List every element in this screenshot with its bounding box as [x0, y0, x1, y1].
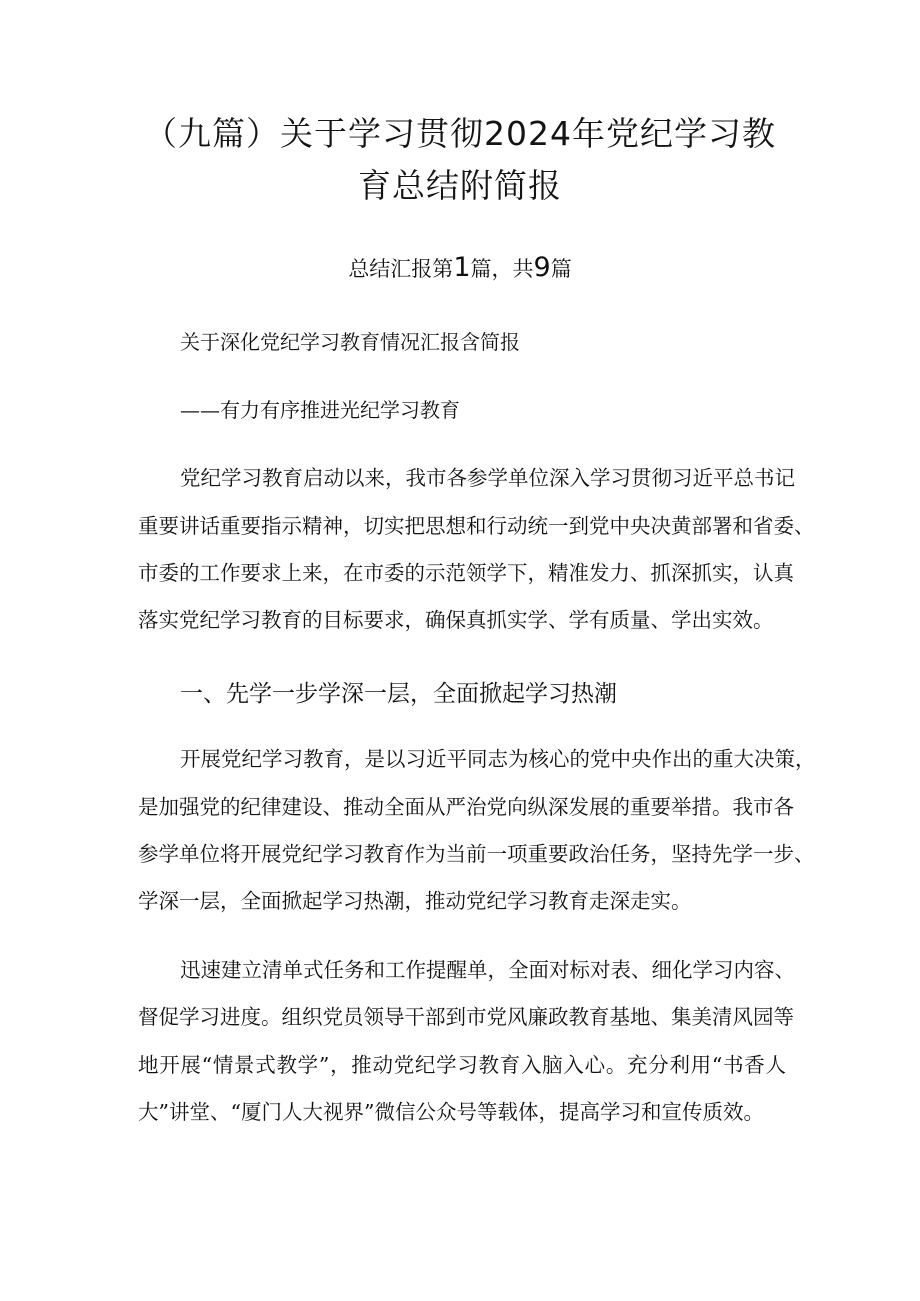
paragraph-1-line-1: 党纪学习教育启动以来，我市各参学单位深入学习贯彻习近平总书记	[180, 466, 795, 490]
counter-total: 9	[533, 252, 551, 283]
document-title-line-2: 育总结附简报	[358, 166, 562, 205]
section-counter	[160, 250, 760, 287]
report-title: 关于深化党纪学习教育情况汇报含简报	[180, 330, 520, 354]
counter-suffix: 篇	[550, 257, 572, 281]
paragraph-3-line-3: 地开展“情景式教学”，推动党纪学习教育入脑入心。充分利用“书香人	[138, 1053, 786, 1077]
paragraph-3-line-2: 督促学习进度。组织党员领导干部到市党风廉政教育基地、集美清风园等	[138, 1005, 794, 1029]
paragraph-2-line-2: 是加强党的纪律建设、推动全面从严治党向纵深发展的重要举措。我市各	[138, 795, 794, 819]
paragraph-1-line-2: 重要讲话重要指示精神，切实把思想和行动统一到党中央决黄部署和省委、	[138, 514, 815, 538]
paragraph-2-line-3: 参学单位将开展党纪学习教育作为当前一项重要政治任务，坚持先学一步、	[138, 842, 815, 866]
report-subtitle: ——有力有序推进光纪学习教育	[180, 398, 460, 422]
paragraph-3-line-1: 迅速建立清单式任务和工作提醒单，全面对标对表、细化学习内容、	[180, 958, 795, 982]
counter-middle: 篇，共	[470, 257, 534, 281]
paragraph-2-line-1: 开展党纪学习教育，是以习近平同志为核心的党中央作出的重大决策，	[180, 747, 816, 771]
counter-prefix: 总结汇报第	[348, 257, 454, 281]
section-1-heading: 一、先学一步学深一层，全面掀起学习热潮	[180, 681, 617, 707]
paragraph-1-line-4: 落实党纪学习教育的目标要求，确保真抓实学、学有质量、学出实效。	[138, 608, 774, 632]
document-title-line-1: （九篇）关于学习贯彻2024年党纪学习教	[144, 114, 776, 153]
counter-current: 1	[453, 252, 471, 283]
paragraph-1-line-3: 市委的工作要求上来，在市委的示范领学下，精准发力、抓深抓实，认真	[138, 561, 794, 585]
paragraph-3-line-4: 大”讲堂、“厦门人大视界”微信公众号等载体，提高学习和宣传质效。	[138, 1100, 764, 1124]
paragraph-2-line-4: 学深一层，全面掀起学习热潮，推动党纪学习教育走深走实。	[138, 889, 692, 913]
